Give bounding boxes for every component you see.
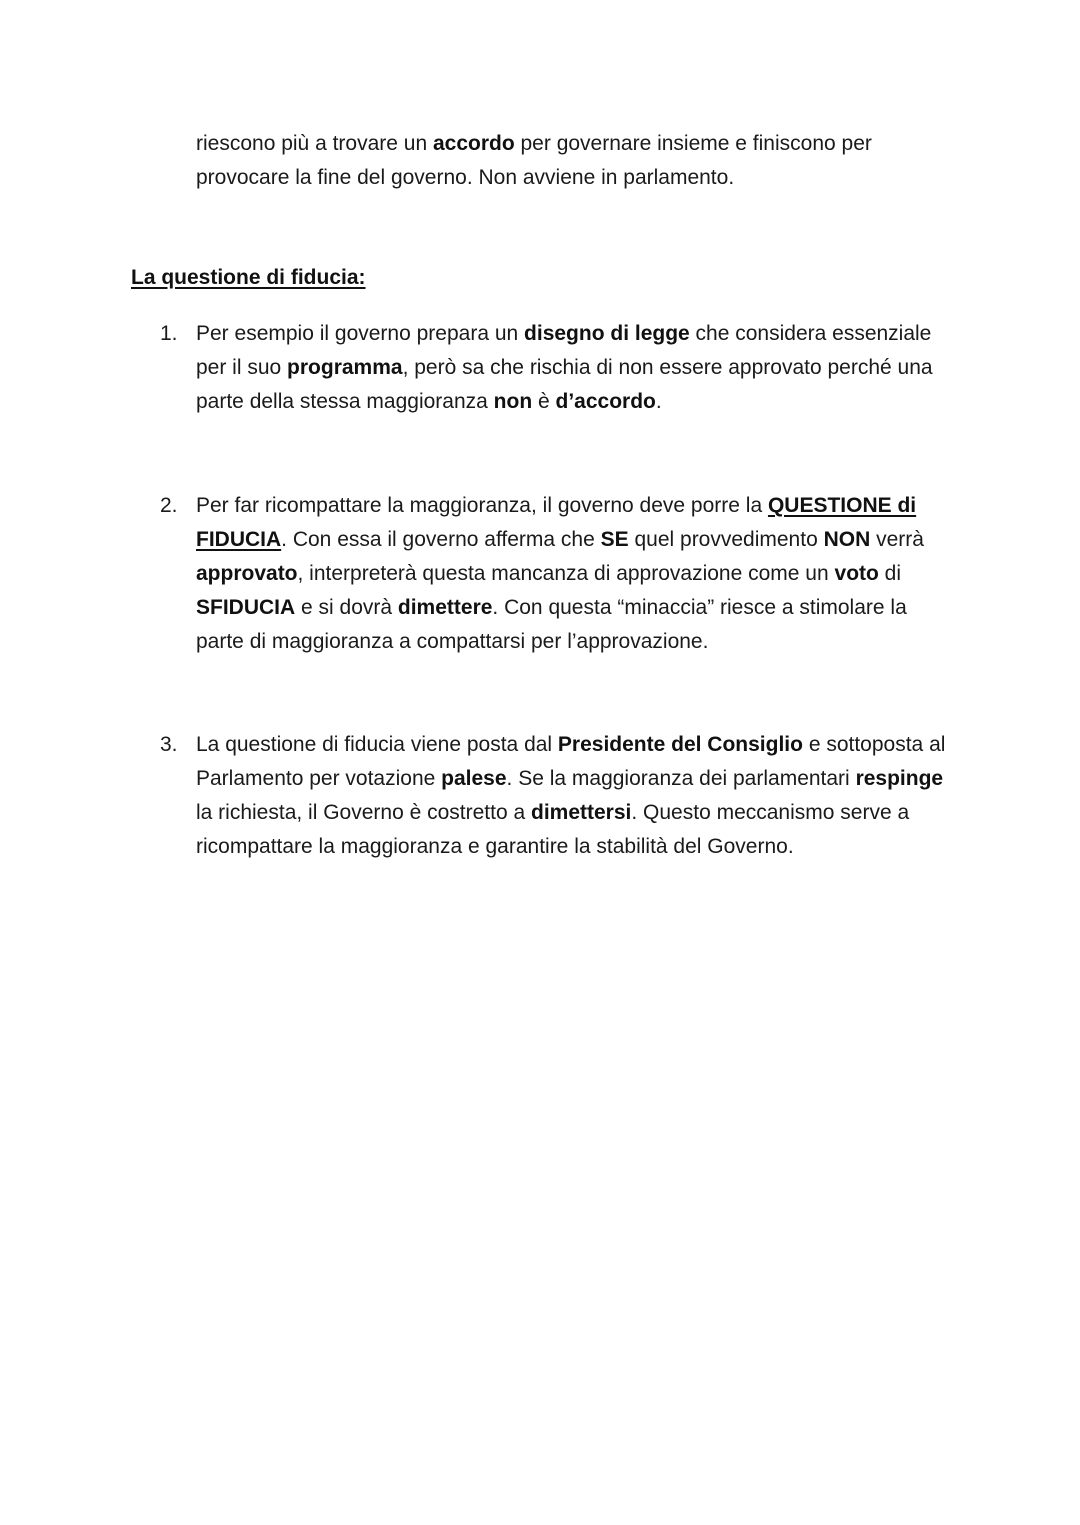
bold-text: non — [493, 390, 533, 413]
text-run: di — [878, 562, 902, 585]
text-run: , interpreterà questa mancanza di approvazione come un — [297, 562, 835, 585]
bold-text: disegno di legge — [524, 322, 690, 345]
bold-text: dimettersi — [531, 801, 632, 824]
bold-text: SFIDUCIA — [196, 596, 296, 619]
text-run: Per esempio il governo prepara un — [196, 322, 525, 345]
section-heading: La questione di fiducia: — [131, 266, 366, 289]
bold-text: accordo — [432, 132, 515, 155]
bold-text: NON — [823, 528, 871, 551]
list-item-number: 2. — [160, 494, 178, 517]
text-run: è — [532, 390, 556, 413]
bold-text: respinge — [855, 767, 944, 790]
list-item-text — [196, 728, 956, 864]
text-run: . Con essa il governo afferma che — [281, 528, 601, 551]
text-run: quel provvedimento — [628, 528, 824, 551]
bold-text: approvato — [196, 562, 298, 585]
text-run: che considera essenziale per il suo — [196, 322, 932, 379]
bold-text: palese — [441, 767, 507, 790]
list-item-number: 1. — [160, 322, 178, 345]
bold-text: QUESTIONE di FIDUCIA — [196, 494, 917, 551]
text-run: . Se la maggioranza dei parlamentari — [506, 767, 856, 790]
text-run: . Questo meccanismo serve a ricompattare la maggioranza e garantire la stabilità del Governo. — [196, 801, 910, 858]
text-run: , però sa che rischia di non essere approvato perché una parte della stessa maggioranza — [196, 356, 933, 413]
bold-text: Presidente del Consiglio — [557, 733, 803, 756]
text-run: La questione di fiducia viene posta dal — [196, 733, 558, 756]
bold-text: d’accordo — [555, 390, 656, 413]
list-item-text — [196, 489, 956, 659]
text-run: verrà — [870, 528, 924, 551]
text-run: . Con questa “minaccia” riesce a stimolare la parte di maggioranza a compattarsi per l’approvazione. — [196, 596, 907, 653]
list-item-text — [196, 317, 956, 419]
text-run: riescono più a trovare un — [196, 132, 433, 155]
text-run: la richiesta, il Governo è costretto a — [196, 801, 531, 824]
bold-text: programma — [287, 356, 403, 379]
text-run: e si dovrà — [295, 596, 398, 619]
list-item-number: 3. — [160, 733, 178, 756]
text-run: e sottoposta al Parlamento per votazione — [196, 733, 946, 790]
text-run: Per far ricompattare la maggioranza, il governo deve porre la — [196, 494, 768, 517]
intro-paragraph — [196, 127, 956, 195]
bold-text: SE — [600, 528, 629, 551]
text-run: per governare insieme e finiscono per provocare la fine del governo. Non avviene in parlamento. — [196, 132, 872, 189]
bold-text: dimettere — [397, 596, 493, 619]
text-run: . — [655, 390, 662, 413]
bold-text: voto — [834, 562, 879, 585]
